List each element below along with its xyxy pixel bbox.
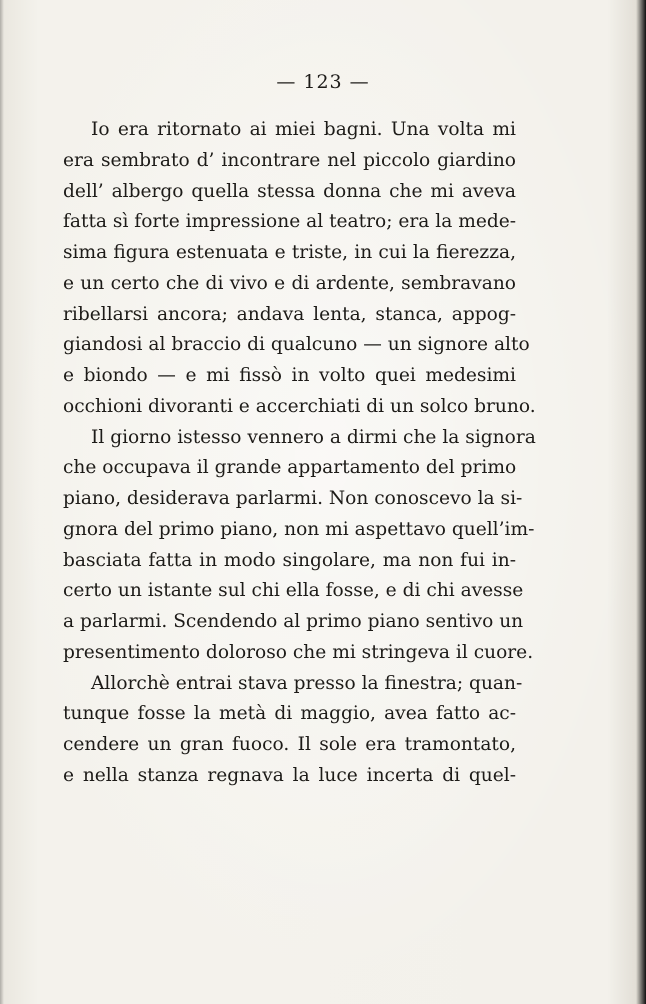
text-line: ribellarsi ancora; andava lenta, stanca, appog- <box>63 303 516 325</box>
text-line: era sembrato d’ incontrare nel piccolo giardino <box>63 149 516 171</box>
text-line: cendere un gran fuoco. Il sole era tramontato, <box>63 734 516 755</box>
text-line: e nella stanza regnava la luce incerta di quel- <box>63 764 516 786</box>
text-line: e biondo — e mi fissò in volto quei medesimi <box>63 365 516 386</box>
text-line: e un certo che di vivo e di ardente, sembravano <box>63 272 516 294</box>
text-line: basciata fatta in modo singolare, ma non fui in- <box>63 549 516 571</box>
text-line: a parlarmi. Scendendo al primo piano sentivo un <box>63 611 524 632</box>
text-line: occhioni divoranti e accerchiati di un solco bruno. <box>63 395 536 417</box>
text-line: Io era ritornato ai miei bagni. Una volta mi <box>91 119 516 140</box>
text-line: giandosi al braccio di qualcuno — un signore alto <box>63 334 530 356</box>
text-line: piano, desiderava parlarmi. Non conoscevo la si- <box>63 488 523 509</box>
text-line: presentimento doloroso che mi stringeva il cuore. <box>63 641 534 663</box>
page-number: — 123 — <box>276 71 370 93</box>
page-right-edge <box>636 0 646 1004</box>
text-line: Allorchè entrai stava presso la finestra; quan- <box>91 672 523 694</box>
text-line: Il giorno istesso vennero a dirmi che la signora <box>91 426 536 448</box>
body-text <box>63 115 536 792</box>
page-left-shadow <box>0 0 4 1004</box>
text-line: tunque fosse la metà di maggio, avea fatto ac- <box>63 703 516 725</box>
text-line: dell’ albergo quella stessa donna che mi aveva <box>63 180 516 202</box>
text-line: fatta sì forte impressione al teatro; era la mede- <box>63 211 517 233</box>
text-line: certo un istante sul chi ella fosse, e di chi avesse <box>63 580 524 602</box>
text-line: gnora del primo piano, non mi aspettavo quell’im- <box>63 518 535 540</box>
text-line: sima figura estenuata e triste, in cui la fierezza, <box>63 242 516 263</box>
text-line: che occupava il grande appartamento del primo <box>63 457 517 479</box>
